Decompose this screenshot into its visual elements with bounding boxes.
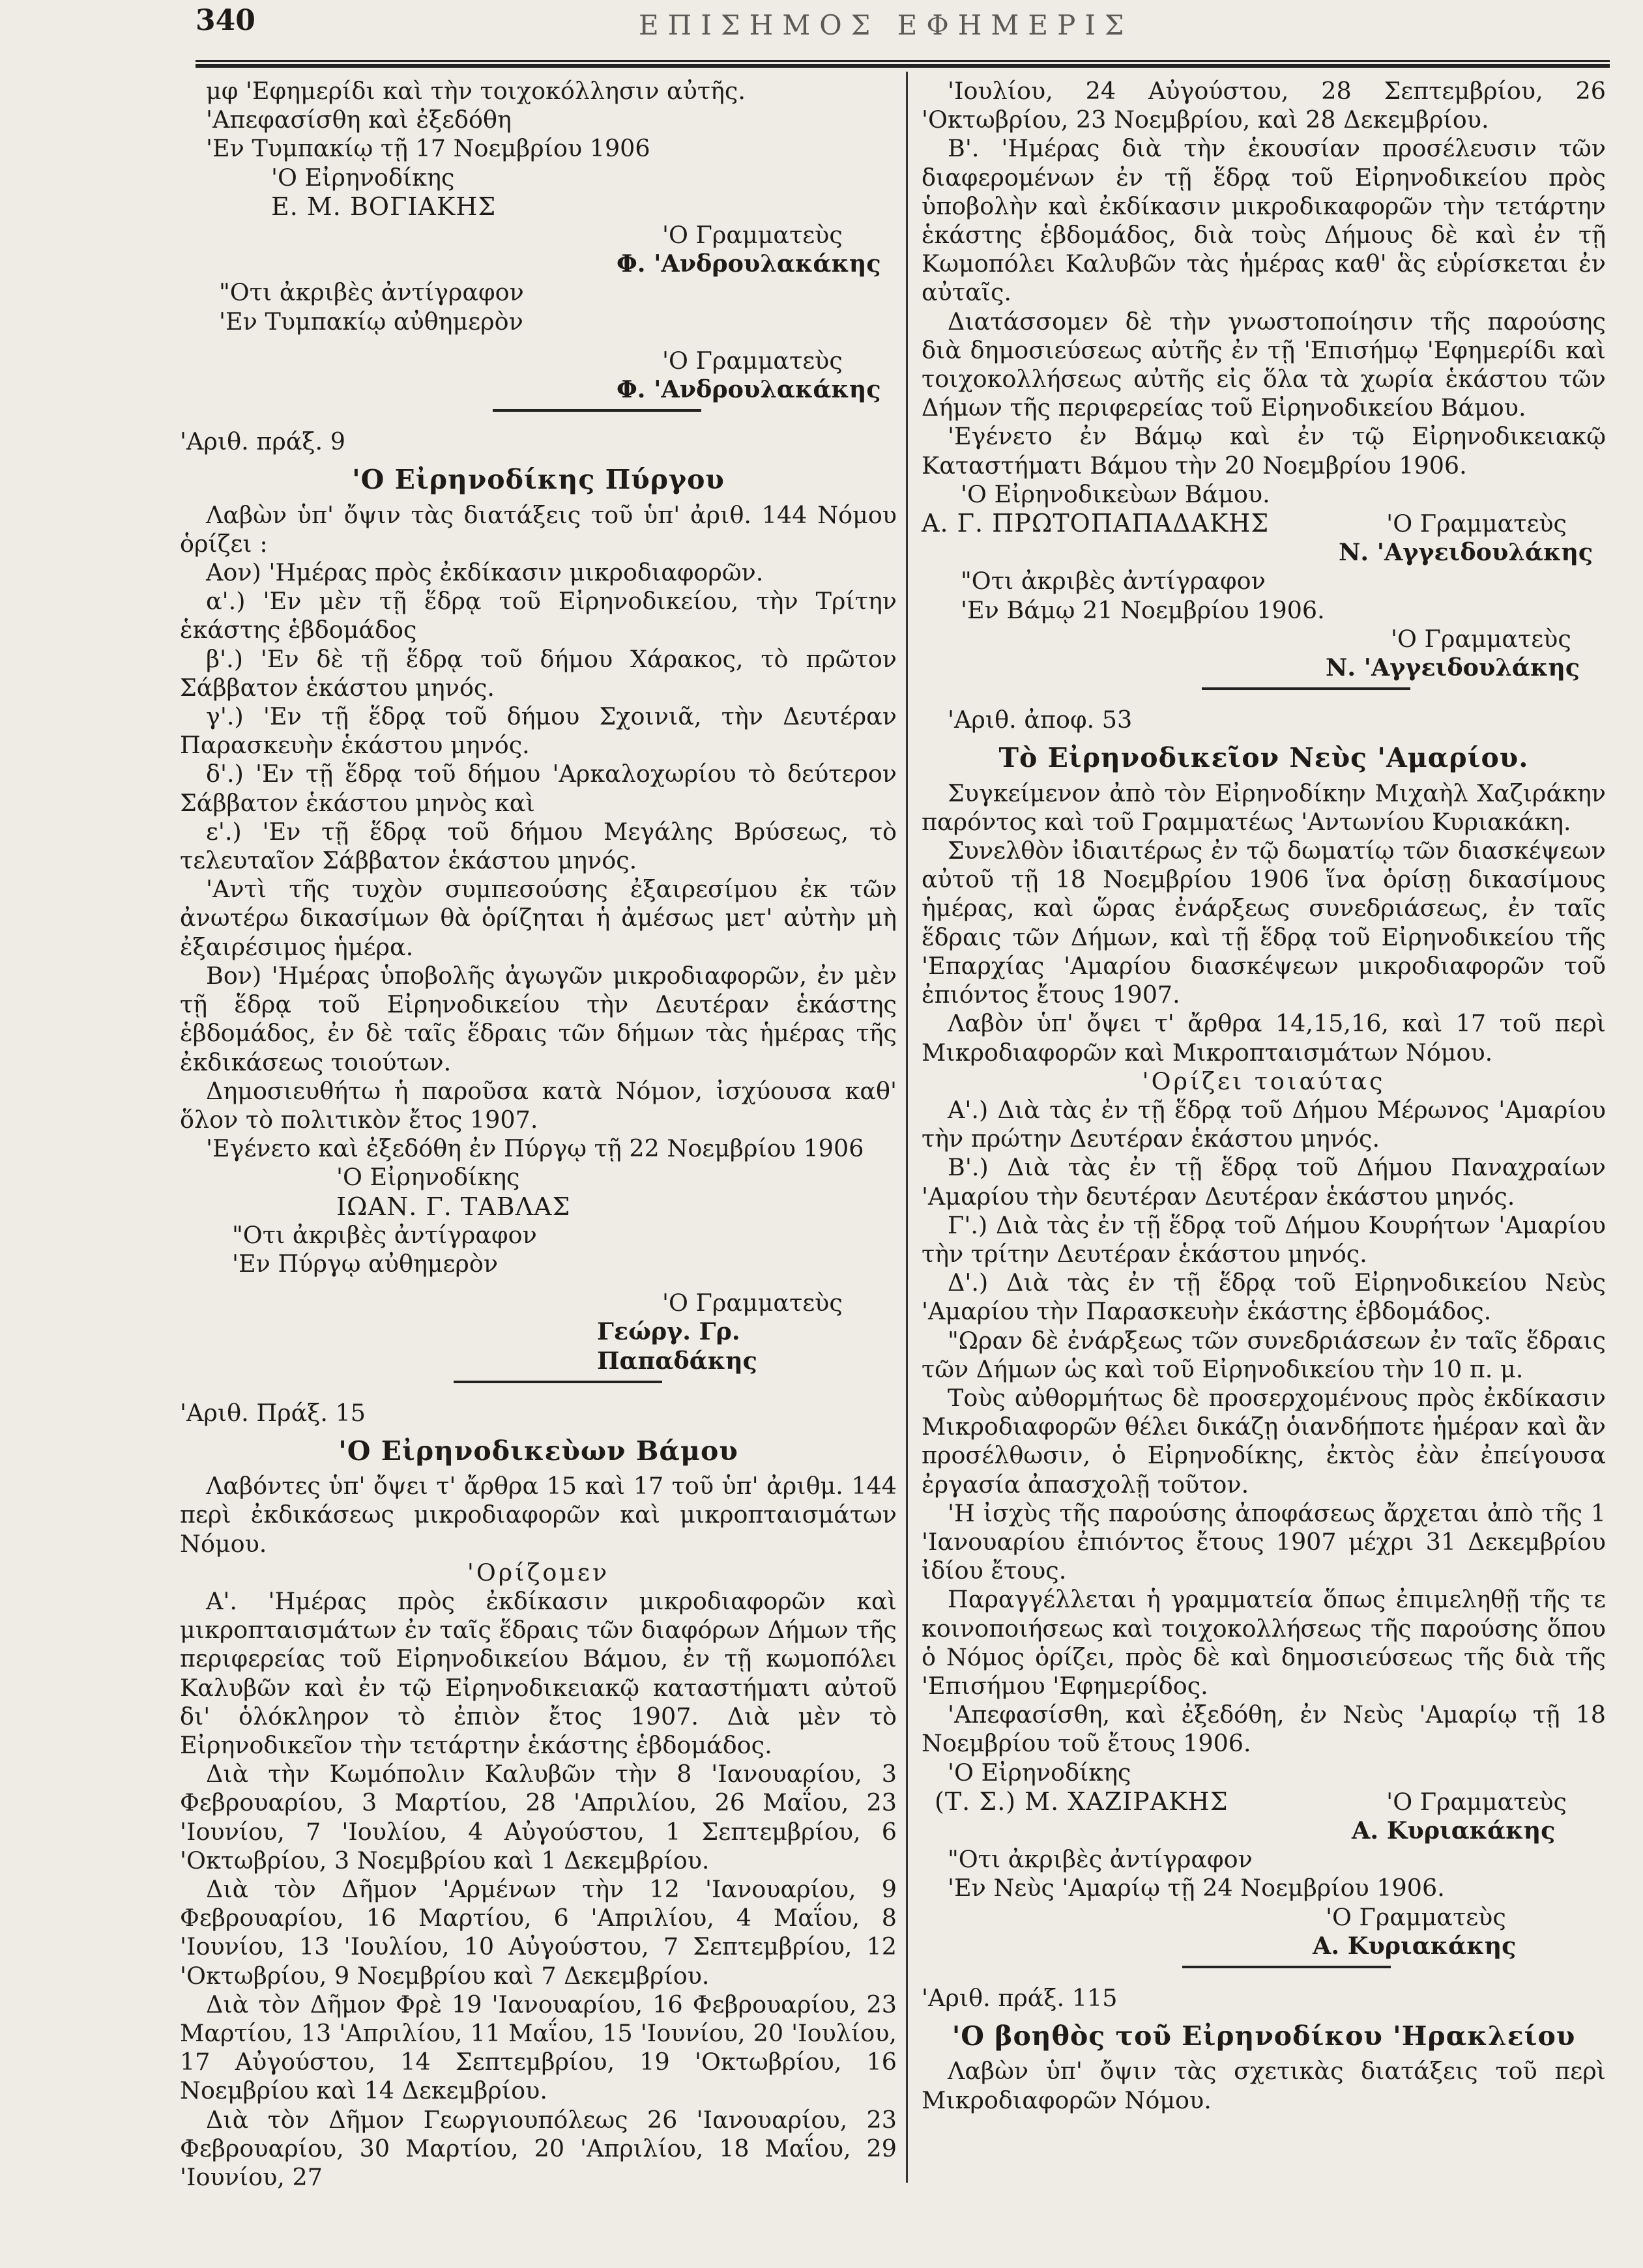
secretary-name: Α. Κυριακάκης (1313, 1931, 1517, 1960)
header-rule (196, 60, 1610, 68)
paragraph: Δ'.) Διὰ τὰς ἐν τῇ ἕδρᾳ τοῦ Εἰρηνοδικείου Νεὺς 'Αμαρίου τὴν Παρασκευὴν ἑκάστης ἑβδομάδος. (922, 1269, 1606, 1326)
paragraph: 'Αντὶ τῆς τυχὸν συμπεσούσης ἐξαιρεσίμου ἐκ τῶν ἀνωτέρω δικασίμων θὰ ὁρίζηται ἡ ἀμέσως μετ' αὐτὴν μὴ ἐξαιρέσιμος ἡμέρα. (180, 875, 897, 961)
paragraph: 'Η ἰσχὺς τῆς παρούσης ἀποφάσεως ἄρχεται ἀπὸ τῆς 1 'Ιανουαρίου ἐπιόντος ἔτους 1907 μέχρι 31 Δεκεμβρίου ἰδίου ἔτους. (922, 1499, 1606, 1585)
copy-line: 'Εν Τυμπακίῳ αὐθημερὸν (219, 307, 523, 336)
paragraph: Αον) 'Ημέρας πρὸς ἐκδίκασιν μικροδιαφορῶν. (206, 558, 764, 587)
paragraph: Διὰ τὸν Δῆμον Γεωργιουπόλεως 26 'Ιανουαρίου, 23 Φεβρουαρίου, 30 Μαρτίου, 20 'Απριλίου, 18 Μαΐου, 29 'Ιουνίου, 27 (180, 2105, 897, 2192)
paragraph: 'Απεφασίσθη, καὶ ἐξεδόθη, ἐν Νεὺς 'Αμαρίῳ τῇ 18 Νοεμβρίου τοῦ ἔτους 1906. (922, 1701, 1606, 1758)
signatory-name: (Τ. Σ.) Μ. ΧΑΖΙΡΑΚΗΣ (935, 1787, 1229, 1816)
paragraph: Συνελθὸν ἰδιαιτέρως ἐν τῷ δωματίῳ τῶν διασκέψεων αὐτοῦ τῇ 18 Νοεμβρίου 1906 ἵνα ὁρίσῃ δικασίμους ἡμέρας, καὶ ὥρας ἐνάρξεως συνεδριάσεως, ἐν ταῖς ἕδραις τῶν Δήμων, καὶ τῇ ἕδρᾳ τοῦ Εἰρηνοδικείου τῆς 'Επαρχίας 'Αμαρίου διασκέψεων μικροδιαφορῶν τοῦ ἐπιόντος ἔτους 1907. (922, 837, 1606, 1009)
paragraph: 'Ιουλίου, 24 Αὐγούστου, 28 Σεπτεμβρίου, 26 'Οκτωβρίου, 23 Νοεμβρίου, καὶ 28 Δεκεμβρίου. (922, 77, 1606, 134)
copy-line: "Οτι ἀκριβὲς ἀντίγραφον (219, 278, 524, 307)
running-title: ΕΠΙΣΗΜΟΣ ΕΦΗΜΕΡΙΣ (639, 9, 1133, 41)
left-column (180, 77, 897, 2192)
signature-row (922, 1787, 1606, 1816)
copy-line: "Οτι ἀκριβὲς ἀντίγραφον (961, 567, 1266, 596)
copy-line: 'Εν Βάμῳ 21 Νοεμβρίου 1906. (961, 596, 1325, 624)
signatory-name: Ε. Μ. ΒΟΓΙΑΚΗΣ (271, 192, 497, 221)
paragraph: 'Εγένετο καὶ ἐξεδόθη ἐν Πύργῳ τῇ 22 Νοεμβρίου 1906 (206, 1134, 864, 1163)
secretary-name: Ν. 'Αγγειδουλάκης (1339, 538, 1593, 567)
secretary-title: 'Ο Γραμματεὺς (1386, 510, 1567, 538)
paragraph: Βον) 'Ημέρας ὑποβολῆς ἀγωγῶν μικροδιαφορῶν, ἐν μὲν τῇ ἕδρᾳ τοῦ Εἰρηνοδικείου τὴν Δευτέραν ἑκάστης ἑβδομάδος, ἐν δὲ ταῖς ἕδραις τῶν δήμων τὰς ἡμέρας τῆς ἐκδικάσεως τοιούτων. (180, 961, 897, 1076)
divider (1202, 687, 1410, 690)
right-column (922, 77, 1606, 2115)
section-title: 'Ο βοηθὸς τοῦ Εἰρηνοδίκου 'Ηρακλείου (952, 2020, 1576, 2052)
signatory-title: 'Ο Εἰρηνοδικεὺων Βάμου. (961, 480, 1270, 508)
divider (454, 1381, 662, 1383)
secretary-title: 'Ο Γραμματεὺς (1391, 624, 1571, 653)
act-number: 'Αριθ. πράξ. 9 (180, 427, 345, 456)
signature-row (922, 509, 1606, 538)
paragraph: "Ωραν δὲ ἐνάρξεως τῶν συνεδριάσεων ἐν ταῖς ἕδραις τῶν Δήμων ὡς καὶ τοῦ Εἰρηνοδικείου τὴν 10 π. μ. (922, 1326, 1606, 1383)
decree-word: 'Ορίζομεν (467, 1558, 610, 1586)
paragraph: γ'.) 'Εν τῇ ἕδρᾳ τοῦ δήμου Σχοινιᾶ, τὴν Δευτέραν Παρασκευὴν ἑκάστου μηνός. (180, 702, 897, 760)
paragraph: Γ'.) Διὰ τὰς ἐν τῇ ἕδρᾳ τοῦ Δήμου Κουρήτων 'Αμαρίου τὴν τρίτην Δευτέραν ἑκάστου μηνός. (922, 1211, 1606, 1268)
paragraph: Δημοσιευθήτω ἡ παροῦσα κατὰ Νόμον, ἰσχύουσα καθ' ὅλον τὸ πολιτικὸν ἔτος 1907. (180, 1076, 897, 1134)
signatory-title: 'Ο Εἰρηνοδίκης (271, 163, 455, 192)
copy-line: 'Εν Πύργῳ αὐθημερὸν (232, 1249, 499, 1278)
act-number: 'Αριθ. ἀποφ. 53 (948, 706, 1133, 734)
divider (1182, 1966, 1391, 1968)
paragraph: Τοὺς αὐθορμήτως δὲ προσερχομένους πρὸς ἐκδίκασιν Μικροδιαφορῶν θέλει δικάζῃ ὁιανδήποτε ἡμέραν καὶ ἂν προσέλθωσιν, ὁ Εἰρηνοδίκης, ἐκτὸς ἐὰν ἐπείγουσα ἐργασία ἀπασχολῇ τοῦτον. (922, 1383, 1606, 1499)
paragraph: Διὰ τὸν Δῆμον 'Αρμένων τὴν 12 'Ιανουαρίου, 9 Φεβρουαρίου, 16 Μαρτίου, 6 'Απριλίου, 4 Μαΐου, 8 'Ιουνίου, 13 'Ιουλίου, 10 Αὐγούστου, 7 Σεπτεμβρίου, 12 'Οκτωβρίου, 9 Νοεμβρίου καὶ 7 Δεκεμβρίου. (180, 1874, 897, 1990)
secretary-name: Φ. 'Ανδρουλακάκης (617, 250, 881, 278)
paragraph: Α'. 'Ημέρας πρὸς ἐκδίκασιν μικροδιαφορῶν καὶ μικροπταισμάτων ἐν ταῖς ἕδραις τῶν διαφόρων Δήμων τῆς περιφερείας τοῦ Εἰρηνοδικείου Βάμου, ἐν τῇ κωμοπόλει Καλυβῶν καὶ ἐν τῷ Εἰρηνοδικειακῷ καταστήματι αὐτοῦ δι' ὁλόκληρον τὸ ἐπιὸν ἔτος 1907. Διὰ μὲν τὸ Εἰρηνοδικεῖον τὴν τετάρτην ἑκάστης ἑβδομάδος. (180, 1586, 897, 1759)
paragraph: Β'.) Διὰ τὰς ἐν τῇ ἕδρᾳ τοῦ Δήμου Παναχραίων 'Αμαρίου τὴν δευτέραν Δευτέραν ἑκάστου μηνός. (922, 1153, 1606, 1211)
paragraph: Λαβὼν ὑπ' ὄψιν τὰς σχετικὰς διατάξεις τοῦ περὶ Μικροδιαφορῶν Νόμου. (922, 2057, 1606, 2114)
section-title: Τὸ Εἰρηνοδικεῖον Νεὺς 'Αμαρίου. (998, 742, 1529, 774)
paragraph: Διὰ τὸν Δῆμον Φρὲ 19 'Ιανουαρίου, 16 Φεβρουαρίου, 23 Μαρτίου, 13 'Απριλίου, 11 Μαΐου, 15 'Ιουνίου, 20 'Ιουλίου, 17 Αὐγούστου, 14 Σεπτεμβρίου, 19 'Οκτωβρίου, 16 Νοεμβρίου καὶ 14 Δεκεμβρίου. (180, 1990, 897, 2105)
paragraph: Β'. 'Ημέρας διὰ τὴν ἑκουσίαν προσέλευσιν τῶν διαφερομένων ἐν τῇ ἕδρᾳ τοῦ Εἰρηνοδικείου πρὸς ὑποβολὴν καὶ ἐκδίκασιν μικροδικαφορῶν τὴν τετάρτην ἑκάστης ἑβδομάδος, διὰ τοὺς Δήμους δὲ καὶ ἐν τῇ Κωμοπόλει Καλυβῶν τὰς ἡμέρας καθ' ἃς εὑρίσκεται ἐν αὐταῖς. (922, 134, 1606, 307)
paragraph: Διὰ τὴν Κωμόπολιν Καλυβῶν τὴν 8 'Ιανουαρίου, 3 Φεβρουαρίου, 3 Μαρτίου, 28 'Απριλίου, 26 Μαΐου, 23 'Ιουνίου, 7 'Ιουλίου, 4 Αὐγούστου, 1 Σεπτεμβρίου, 6 'Οκτωβρίου, 3 Νοεμβρίου καὶ 1 Δεκεμβρίου. (180, 1760, 897, 1874)
paragraph: Παραγγέλλεται ἡ γραμματεία ὅπως ἐπιμεληθῇ τῆς τε κοινοποιήσεως καὶ τοιχοκολλήσεως τῆς παρούσης ὅπου ὁ Νόμος ὁρίζει, πρὸς δὲ καὶ δημοσιεύσεως τῆς διὰ τῆς 'Επισήμου 'Εφημερίδος. (922, 1585, 1606, 1700)
signatory-title: 'Ο Εἰρηνοδίκης (948, 1758, 1131, 1787)
paragraph: β'.) 'Εν δὲ τῇ ἕδρᾳ τοῦ δήμου Χάρακος, τὸ πρῶτον Σάββατον ἑκάστου μηνός. (180, 644, 897, 702)
signatory-name: ΙΩΑΝ. Γ. ΤΑΒΛΑΣ (336, 1192, 571, 1221)
secretary-title: 'Ο Γραμματεὺς (662, 221, 843, 250)
act-number: 'Αριθ. Πράξ. 15 (180, 1398, 366, 1427)
column-divider (906, 72, 908, 2183)
divider (493, 409, 701, 412)
decree-word: 'Ορίζει τοιαύτας (1142, 1067, 1386, 1095)
secretary-name: Φ. 'Ανδρουλακάκης (617, 375, 881, 404)
paragraph: Λαβὸν ὑπ' ὄψει τ' ἄρθρα 14,15,16, καὶ 17 τοῦ περὶ Μικροδιαφορῶν καὶ Μικροπταισμάτων Νόμου. (922, 1009, 1606, 1067)
text-line: μφ 'Εφημερίδι καὶ τὴν τοιχοκόλλησιν αὐτῆς. (206, 77, 746, 105)
signatory-title: 'Ο Εἰρηνοδίκης (336, 1163, 520, 1192)
secretary-title: 'Ο Γραμματεὺς (662, 346, 843, 375)
secretary-name: Ν. 'Αγγειδουλάκης (1326, 653, 1580, 682)
paragraph: Συγκείμενον ἀπὸ τὸν Εἰρηνοδίκην Μιχαὴλ Χαζιράκην παρόντος καὶ τοῦ Γραμματέως 'Αντωνίου Κυριακάκη. (922, 779, 1606, 836)
secretary-name: Γεώργ. Γρ. Παπαδάκης (597, 1317, 757, 1375)
copy-line: "Οτι ἀκριβὲς ἀντίγραφον (948, 1845, 1253, 1874)
paragraph: Διατάσσομεν δὲ τὴν γνωστοποίησιν τῆς παρούσης διὰ δημοσιεύσεως αὐτῆς ἐν τῇ 'Επισήμῳ 'Εφημερίδι καὶ τοιχοκολλήσεως αὐτῆς εἰς ὅλα τὰ χωρία ἑκάστου τῶν Δήμων τῆς περιφερείας τοῦ Εἰρηνοδικείου Βάμου. (922, 307, 1606, 422)
signatory-name: Α. Γ. ΠΡΩΤΟΠΑΠΑΔΑΚΗΣ (922, 509, 1270, 538)
paragraph: Λαβόντες ὑπ' ὄψει τ' ἄρθρα 15 καὶ 17 τοῦ ὑπ' ἀριθμ. 144 περὶ ἐκδικάσεως μικροδιαφορῶν καὶ μικροπταισμάτων Νόμου. (180, 1472, 897, 1558)
copy-line: "Οτι ἀκριβὲς ἀντίγραφον (232, 1220, 537, 1249)
section-title: 'Ο Εἰρηνοδίκης Πύργου (352, 464, 725, 496)
paragraph: Λαβὼν ὑπ' ὄψιν τὰς διατάξεις τοῦ ὑπ' ἀριθ. 144 Νόμου ὁρίζει : (180, 500, 897, 558)
paragraph: 'Εγένετο ἐν Βάμῳ καὶ ἐν τῷ Εἰρηνοδικειακῷ Καταστήματι Βάμου τὴν 20 Νοεμβρίου 1906. (922, 422, 1606, 480)
copy-line: 'Εν Νεὺς 'Αμαρίῳ τῇ 24 Νοεμβρίου 1906. (948, 1874, 1445, 1902)
secretary-title: 'Ο Γραμματεὺς (662, 1289, 843, 1317)
paragraph: α'.) 'Εν μὲν τῇ ἕδρᾳ τοῦ Εἰρηνοδικείου, τὴν Τρίτην ἑκάστης ἑβδομάδος (180, 587, 897, 644)
section-title: 'Ο Εἰρηνοδικεὺων Βάμου (338, 1435, 738, 1467)
page-number: 340 (196, 4, 255, 37)
paragraph: Α'.) Διὰ τὰς ἐν τῇ ἕδρᾳ τοῦ Δήμου Μέρωνος 'Αμαρίου τὴν πρώτην Δευτέραν ἑκάστου μηνός. (922, 1095, 1606, 1153)
secretary-title: 'Ο Γραμματεὺς (1326, 1902, 1506, 1931)
paragraph: δ'.) 'Εν τῇ ἕδρᾳ τοῦ δήμου 'Αρκαλοχωρίου τὸ δεύτερον Σάββατον ἑκάστου μηνὸς καὶ (180, 760, 897, 817)
act-number: 'Αριθ. πράξ. 115 (922, 1984, 1118, 2012)
paragraph: ε'.) 'Εν τῇ ἕδρᾳ τοῦ δήμου Μεγάλης Βρύσεως, τὸ τελευταῖον Σάββατον ἑκάστου μηνός. (180, 817, 897, 875)
secretary-title: 'Ο Γραμματεὺς (1386, 1787, 1567, 1816)
text-line: 'Εν Τυμπακίῳ τῇ 17 Νοεμβρίου 1906 (206, 134, 650, 163)
secretary-name: Α. Κυριακάκης (1352, 1816, 1556, 1845)
text-line: 'Απεφασίσθη καὶ ἐξεδόθη (206, 106, 512, 134)
